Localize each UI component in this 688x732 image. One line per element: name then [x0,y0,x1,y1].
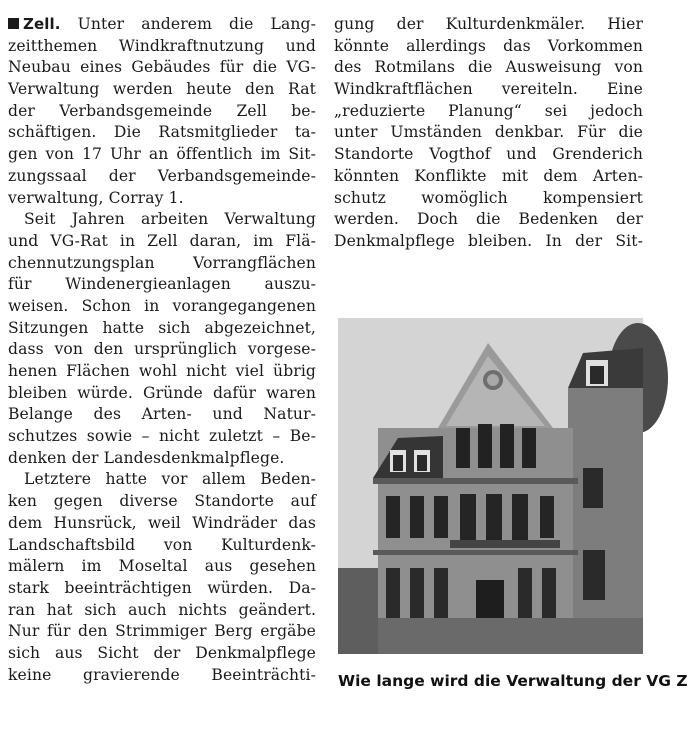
article-line: keine gravierende Beeinträchti- [8,665,316,684]
article-line: des Rotmilans die Ausweisung von [334,58,643,77]
article-line: Nur für den Strimmiger Berg ergäbe [8,622,316,641]
article-line: könnten Konflikte mit dem Arten- [334,166,643,185]
article-line: könnte allerdings das Vorkommen [334,36,643,55]
article-line: Neubau eines Gebäudes für die VG- [8,58,316,77]
article-line: Denkmalpflege bleiben. In der Sit- [334,231,643,250]
article-line: henen Flächen wohl nicht viel übrig [8,362,316,380]
article-line: Zell. Unter anderem die Lang- [8,14,316,36]
paragraph-2 [8,209,316,469]
photo-caption: Wie lange wird die Verwaltung der VG Z [338,672,688,690]
article-line: dem Hunsrück, weil Windräder das [8,513,316,532]
article-line: Landschaftsbild von Kulturdenk- [8,535,316,554]
paragraph-3 [8,469,316,686]
article-line: weisen. Schon in vorangegangenen [8,296,316,315]
article-line: stark beeinträchtigen würden. Da- [8,578,316,597]
article-line: bleiben würde. Gründe dafür waren [8,383,316,402]
article-line: dass von den ursprünglich vorgese- [8,340,316,359]
article-line: gen von 17 Uhr an öffentlich im Sit- [8,145,316,164]
article-line: schutzes sowie – nicht zuletzt – Be- [8,427,316,446]
article-line: chennutzungsplan Vorrangflächen [8,253,316,272]
article-line: Seit Jahren arbeiten Verwaltung [24,210,316,229]
article-line: schäftigen. Die Ratsmitglieder ta- [8,123,316,142]
article-line: der Verbandsgemeinde Zell be- [8,101,316,120]
article-line: unter Umständen denkbar. Für die [334,123,643,142]
paragraph-1 [8,14,316,209]
dateline-place: Zell. [23,15,61,33]
article-line: werden. Doch die Bedenken der [334,210,643,229]
article-line: verwaltung, Corray 1. [8,188,184,207]
article-line: zeitthemen Windkraftnutzung und [8,36,316,55]
article-column-left [8,14,316,686]
article-line: ran hat sich auch nichts geändert. [8,600,316,619]
article-line: „reduzierte Planung“ sei jedoch [334,101,643,120]
article-line: Standorte Vogthof und Grenderich [334,145,643,164]
article-line: Belange des Arten- und Natur- [8,405,316,424]
article-line: und VG-Rat in Zell daran, im Flä- [8,231,316,250]
article-line: Windkraftflächen vereiteln. Eine [334,80,643,99]
article-line: Verwaltung werden heute den Rat [8,80,316,99]
article-line: für Windenergieanlagen auszu- [8,275,316,294]
article-line: mälern im Moseltal aus gesehen [8,557,316,576]
square-bullet-icon [8,18,19,29]
article-line: Letztere hatte vor allem Beden- [24,470,316,489]
article-line: zungssaal der Verbandsgemeinde- [8,166,316,185]
article-line: denken der Landesdenkmalpflege. [8,448,285,467]
article-line: sich aus Sicht der Denkmalpflege [8,643,316,662]
article-line: schutz womöglich kompensiert [334,188,643,207]
article-line: gung der Kulturdenkmäler. Hier [334,15,643,33]
article-column-right [334,14,643,253]
article-line: Sitzungen hatte sich abgezeichnet, [8,318,316,337]
building-photo [338,318,643,654]
article-line: ken gegen diverse Standorte auf [8,492,316,511]
